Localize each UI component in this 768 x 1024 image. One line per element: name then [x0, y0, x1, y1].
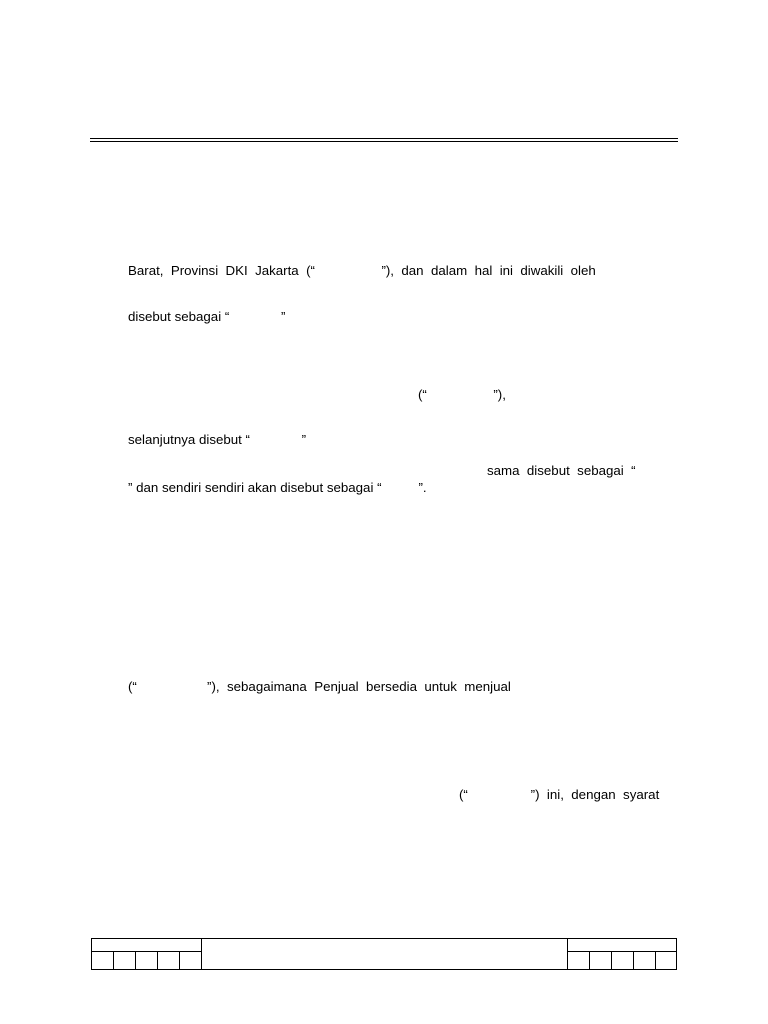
- paragraph-line: (“ ”) ini, dengan syarat: [459, 787, 660, 802]
- footer-left-box-divider: [179, 952, 180, 970]
- footer-divider-right: [567, 939, 568, 969]
- paragraph-line: Barat, Provinsi DKI Jakarta (“ ”), dan dalam hal ini diwakili oleh: [128, 263, 596, 278]
- footer-initials-table: [91, 938, 677, 970]
- header-rule-top: [90, 138, 678, 139]
- footer-right-box-divider: [611, 952, 612, 970]
- footer-right-box-divider: [589, 952, 590, 970]
- footer-left-hline: [92, 951, 202, 952]
- header-rule-bottom: [90, 141, 678, 142]
- paragraph-line: (“ ”), sebagaimana Penjual bersedia untuk menjual: [128, 679, 511, 694]
- footer-right-box-divider: [633, 952, 634, 970]
- footer-left-box-divider: [157, 952, 158, 970]
- footer-right-hline: [567, 951, 677, 952]
- footer-left-box-divider: [135, 952, 136, 970]
- footer-right-box-divider: [655, 952, 656, 970]
- footer-divider-left: [201, 939, 202, 969]
- paragraph-line: disebut sebagai “ ”: [128, 309, 286, 324]
- paragraph-line: ” dan sendiri sendiri akan disebut sebagai “ ”.: [128, 480, 427, 495]
- paragraph-line: (“ ”),: [418, 387, 506, 402]
- footer-left-box-divider: [113, 952, 114, 970]
- paragraph-line: selanjutnya disebut “ ”: [128, 432, 307, 447]
- paragraph-line: sama disebut sebagai “: [487, 463, 636, 478]
